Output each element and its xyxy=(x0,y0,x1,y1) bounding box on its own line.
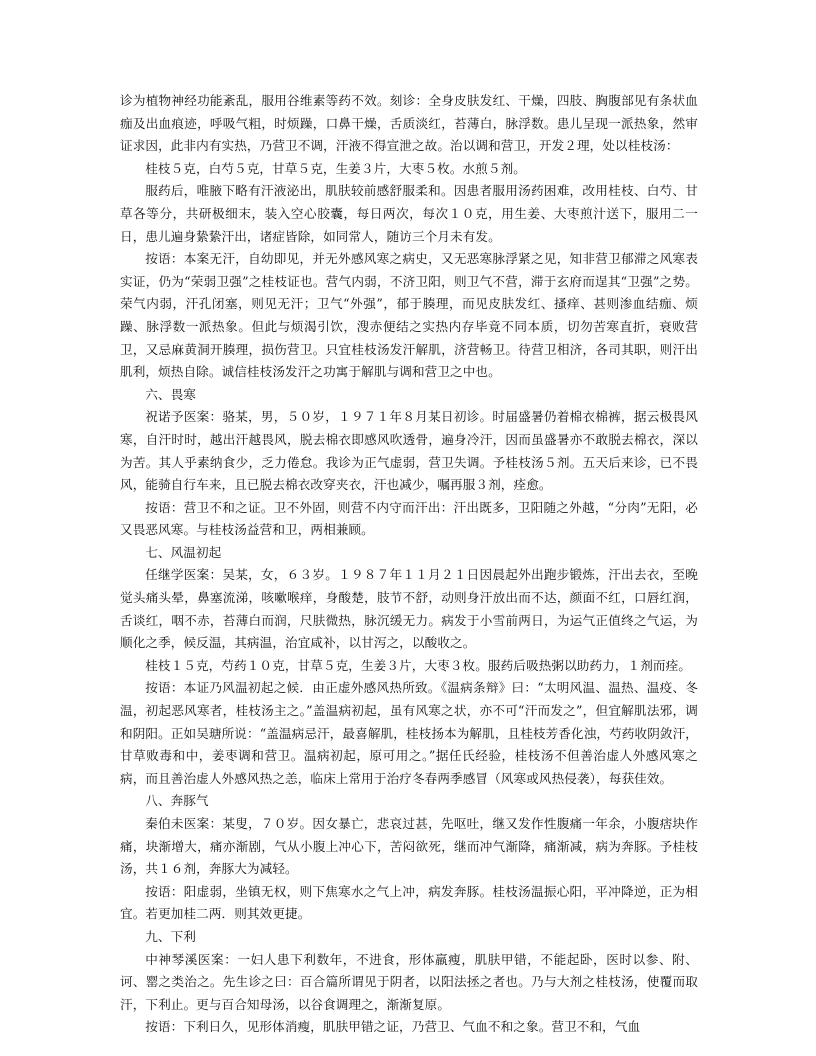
paragraph-10-prescription: 桂枝１５克，芍药１０克，甘草５克，生姜３片，大枣３枚。服药后吸热粥以助药力，１剂而痊。 xyxy=(145,657,692,673)
paragraph-2-prescription: 桂枝５克，白芍５克，甘草５克，生姜３片，大枣５枚。水煎５剂。 xyxy=(145,160,526,176)
section-heading-7: 七、风温初起 xyxy=(145,544,222,560)
paragraph-11-commentary: 按语：本证乃风温初起之候．由正虚外感风热所致。《温病条辩》曰：“太明风温、温热、温疫、冬温，初起恶风寒者，桂枝汤主之。”盖温病初起，虽有风寒之状，亦不可“汗而发之”，但宜解肌法邪，调和阴阳。正如吴瑭所说：“盖温病忌汗，最喜解肌，桂枝扬本为解肌，且桂枝芳香化浊，芍药收阴敛汗，甘草败毒和中，姜枣调和营卫。温病初起，原可用之。”据任氏经验，桂枝汤不但善治虚人外感风寒之病，而且善治虚人外感风热之恙，临床上常用于治疗冬春两季感冒（风寒或风热侵袭），每获佳效。 xyxy=(120,680,698,786)
paragraph-7-commentary: 按语：营卫不和之证。卫不外固，则营不内守而汗出：汗出既多，卫阳随之外越，“分肉”无阳，必又畏恶风寒。与桂枝汤益营和卫，两相兼顾。 xyxy=(120,499,698,538)
paragraph-6-case: 祝诺予医案：骆某，男，５０岁，１９７１年８月某日初诊。时届盛暑仍着棉衣棉裤，据云极畏风寒，自汗时时，越出汗越畏风，脱去棉衣即感风吹透骨，遍身冷汗，因而虽盛暑亦不敢脱去棉衣，深以为苦。其人乎素纳食少，乏力倦怠。我诊为正气虚弱，营卫失调。予桂枝汤５剂。五天后来诊，已不畏风，能骑自行车来，且已脱去棉衣改穿夹衣，汗也减少，嘱再服３剂，痊愈。 xyxy=(120,409,698,493)
paragraph-3: 服药后，唯腋下略有汗液泌出，肌肤较前感舒服柔和。因患者服用汤药困难，改用桂枝、白芍、甘草各等分，共研极细末，装入空心胶囊，每日两次，每次１０克，用生姜、大枣煎汁送下，服用二一日，患儿遍身絷絷汗出，诸症皆除，如同常人，随访三个月未有发。 xyxy=(120,183,698,244)
paragraph-17-commentary: 按语：下利日久，见形体消瘦，肌肤甲错之证，乃营卫、气血不和之象。营卫不和，气血 xyxy=(145,1019,641,1035)
paragraph-16-case: 中神琴溪医案：一妇人患下利数年，不进食，形体羸瘦，肌肤甲错，不能起卧，医时以参、附、诃、罂之类治之。先生诊之曰：百合篇所谓见于阴者，以阳法拯之者也。乃与大剂之桂枝汤，使覆而取汗，下利止。更与百合知母汤，以谷食调理之，渐渐复原。 xyxy=(120,951,698,1012)
paragraph-13-case: 秦伯未医案：某叟，７０岁。因女暴亡，悲哀过甚，先呕吐，继又发作性腹痛一年余，小腹痞块作痛，块渐增大，痛亦渐剧，气从小腹上冲心下，苦闷欲死，继而冲气渐降，痛渐减，病为奔豚。予桂枝汤，共１６剂，奔豚大为减轻。 xyxy=(120,816,698,877)
section-heading-6: 六、畏寒 xyxy=(145,386,196,402)
paragraph-4-commentary: 按语：本案无汗，自幼即见，并无外感风寒之病史，又无恶寒脉浮紧之见，知非营卫郁滞之风寒表实证，仍为“荣弱卫强”之桂枝证也。营气内弱，不济卫阳，则卫气不营，滞于玄府而逞其“卫强”之势。荣气内弱，汗孔闭塞，则见无汗；卫气“外强”，郁于腠理，而见皮肤发红、搔痒、甚则渗血结痂、烦躁、脉浮数一派热象。但此与烦渴引饮，溲赤便结之实热内存毕竟不同本质，切勿苦寒直折，衰败营卫，又忌麻黄洞开腠理，损伤营卫。只宜桂枝汤发汗解肌，济营畅卫。待营卫相济，各司其职，则汗出肌利，烦热自除。诚信桂枝汤发汗之功寓于解肌与调和营卫之中也。 xyxy=(120,251,698,380)
document-page xyxy=(120,90,698,1039)
paragraph-1: 诊为植物神经功能紊乱，服用谷维素等药不效。刻诊：全身皮肤发红、干燥，四肢、胸腹部见有条状血痂及出血痕迹，呼吸气粗，时烦躁，口鼻干燥，舌质淡红，苔薄白，脉浮数。患儿呈现一派热象，然审证求因，此非内有实热，乃营卫不调，汗液不得宣泄之故。治以调和营卫，开发２理，处以桂枝汤： xyxy=(120,93,698,154)
paragraph-14-commentary: 按语：阳虚弱，坐镇无权，则下焦寒水之气上冲，病发奔豚。桂枝汤温振心阳，平冲降逆，正为相宜。若更加桂二两．则其效更捷。 xyxy=(120,883,698,922)
paragraph-9-case: 任继学医案：吴某，女，６３岁。１９８７年１１月２１日因晨起外出跑步锻炼，汗出去衣，至晚觉头痛头晕，鼻塞流涕，咳嗽喉痒，身酸楚，肢节不舒，动则身汗放出而不达，颜面不红，口唇红润，舌谈红，咽不赤，苔薄白而润，尺肤微热，脉沉缓无力。病发于小雪前两日，为运气正值终之气运，为顺化之季，候反温，其病温，治宜咸补，以甘泻之，以酸收之。 xyxy=(120,567,698,651)
section-heading-9: 九、下利 xyxy=(145,928,196,944)
section-heading-8: 八、奔豚气 xyxy=(145,793,209,809)
